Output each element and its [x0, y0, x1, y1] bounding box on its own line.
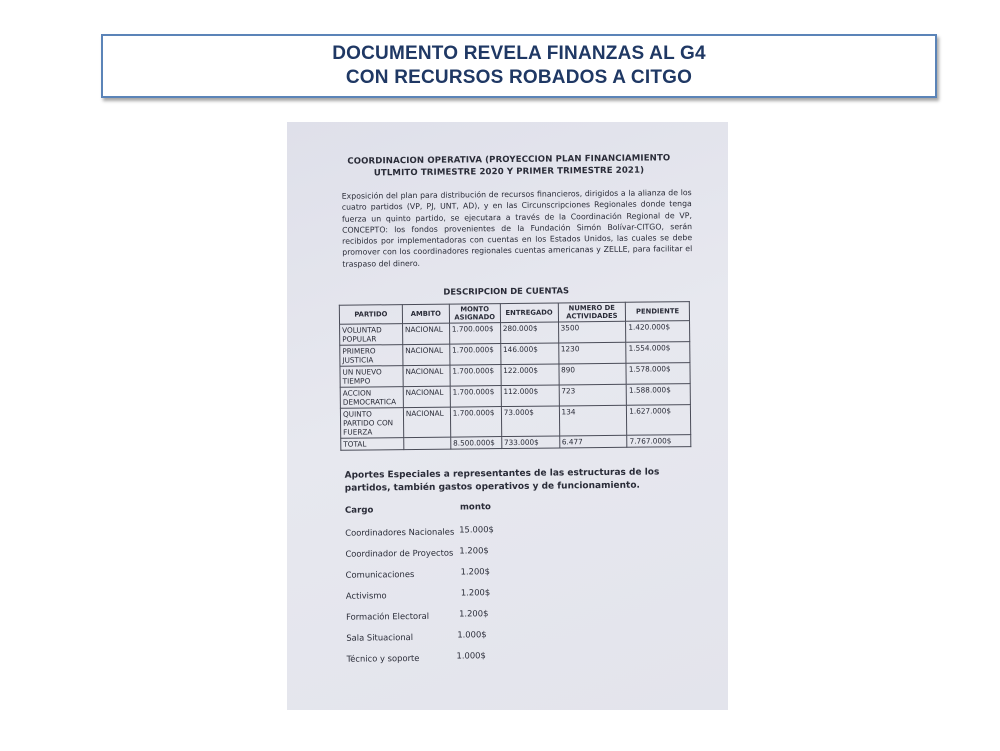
cargo-amount: 1.200$: [459, 545, 489, 556]
table-cell: 6.477: [559, 435, 627, 448]
cargo-label: Comunicaciones: [345, 568, 415, 580]
cargo-header: Cargo: [344, 505, 374, 516]
table-cell: 1230: [558, 342, 626, 364]
table-heading: DESCRIPCION DE CUENTAS: [443, 285, 570, 297]
cargo-amount: 1.000$: [456, 650, 486, 661]
table-cell: 112.000$: [501, 385, 559, 407]
document-title-line-1: COORDINACION OPERATIVA (PROYECCION PLAN FINANCIAMIENTO: [347, 153, 671, 167]
cargo-amount: 1.200$: [459, 608, 489, 619]
table-cell: ACCION DEMOCRATICA: [340, 387, 403, 409]
table-cell: 3500: [558, 321, 626, 343]
aportes-title: Aportes Especiales a representantes de las estructuras de los partidos, también gastos operativos y de funcionamiento.: [344, 467, 660, 494]
table-cell: 134: [559, 405, 627, 436]
cargo-label: Técnico y soporte: [346, 652, 420, 664]
headline-line-2: CON RECURSOS ROBADOS A CITGO: [345, 67, 693, 88]
table-cell: 8.500.000$: [451, 437, 502, 450]
accounts-table: [339, 301, 692, 451]
table-cell: NACIONAL: [403, 344, 450, 365]
cargo-label: Formación Electoral: [346, 610, 430, 622]
table-cell: NACIONAL: [403, 386, 450, 407]
headline-banner: [101, 34, 937, 98]
column-header: PARTIDO: [339, 305, 402, 325]
table-cell: PRIMERO JUSTICIA: [340, 345, 403, 367]
table-cell: 1.700.000$: [450, 407, 501, 438]
table-cell: 1.700.000$: [450, 386, 501, 408]
table-cell: 1.420.000$: [626, 321, 690, 343]
table-cell: 7.767.000$: [627, 435, 691, 448]
cargo-label: Coordinadores Nacionales: [345, 526, 455, 538]
table-cell: 122.000$: [501, 364, 559, 386]
cargo-amount: 1.200$: [460, 587, 491, 598]
table-row: [340, 405, 690, 439]
table-cell: 890: [559, 363, 627, 385]
table-cell: NACIONAL: [403, 365, 450, 386]
headline-line-1: DOCUMENTO REVELA FINANZAS AL G4: [332, 43, 706, 64]
table-cell: 1.554.000$: [626, 342, 690, 364]
table-cell: 723: [559, 384, 627, 406]
document-sheet: [287, 122, 728, 710]
table-cell: 1.578.000$: [626, 363, 690, 385]
table-cell: [404, 437, 451, 449]
column-header: ENTREGADO: [500, 303, 558, 323]
document-body: Exposición del plan para distribución de recursos financieros, dirigidos a la alianza de los cuatro partidos (VP, PJ, UNT, AD), y en las Circunscripciones Regionales donde tenga fuerza un quinto partido, se ejecutara a través de la Coordinación Regional de VP, CONCEPTO: los fondos provenientes de la Fundación Simón Bolívar-CITGO, serán recibidos por implementadoras con cuentas en los Estados Unidos, las cuales se debe promover con los coordinadores regionales cuentas americanas y ZELLE, para facilitar el traspaso del dinero.: [341, 188, 693, 269]
table-cell: 1.700.000$: [450, 344, 501, 366]
table-cell: 1.588.000$: [626, 384, 690, 406]
table-cell: NACIONAL: [402, 323, 449, 344]
cargo-amount: 15.000$: [459, 524, 494, 535]
column-header: NUMERO DE ACTIVIDADES: [558, 302, 626, 322]
cargo-label: Coordinador de Proyectos: [345, 547, 454, 559]
monto-header: monto: [459, 502, 492, 513]
document-photo: [287, 122, 728, 710]
table-total-row: [341, 435, 691, 451]
table-cell: NACIONAL: [403, 407, 450, 437]
column-header: MONTO ASIGNADO: [449, 304, 500, 324]
cargo-label: Sala Situacional: [346, 632, 414, 643]
table-cell: VOLUNTAD POPULAR: [340, 324, 403, 346]
cargo-amount: 1.200$: [460, 566, 490, 577]
column-header: AMBITO: [402, 304, 449, 323]
document-title: [336, 152, 681, 180]
table-cell: 1.700.000$: [450, 365, 501, 387]
table-cell: QUINTO PARTIDO CON FUERZA: [340, 408, 403, 439]
table-cell: UN NUEVO TIEMPO: [340, 366, 403, 388]
table-cell: 1.627.000$: [627, 405, 691, 436]
table-cell: 1.700.000$: [449, 323, 500, 345]
cargo-amount: 1.000$: [457, 629, 487, 640]
table-cell: TOTAL: [341, 438, 404, 451]
table-cell: 733.000$: [501, 436, 559, 449]
document-title-line-2: UTLMITO TRIMESTRE 2020 Y PRIMER TRIMESTRE 2021): [373, 165, 645, 179]
table-cell: 73.000$: [501, 406, 559, 437]
cargo-label: Activismo: [345, 590, 387, 601]
table-cell: 146.000$: [500, 343, 558, 365]
column-header: PENDIENTE: [626, 302, 690, 322]
table-cell: 280.000$: [500, 322, 558, 344]
